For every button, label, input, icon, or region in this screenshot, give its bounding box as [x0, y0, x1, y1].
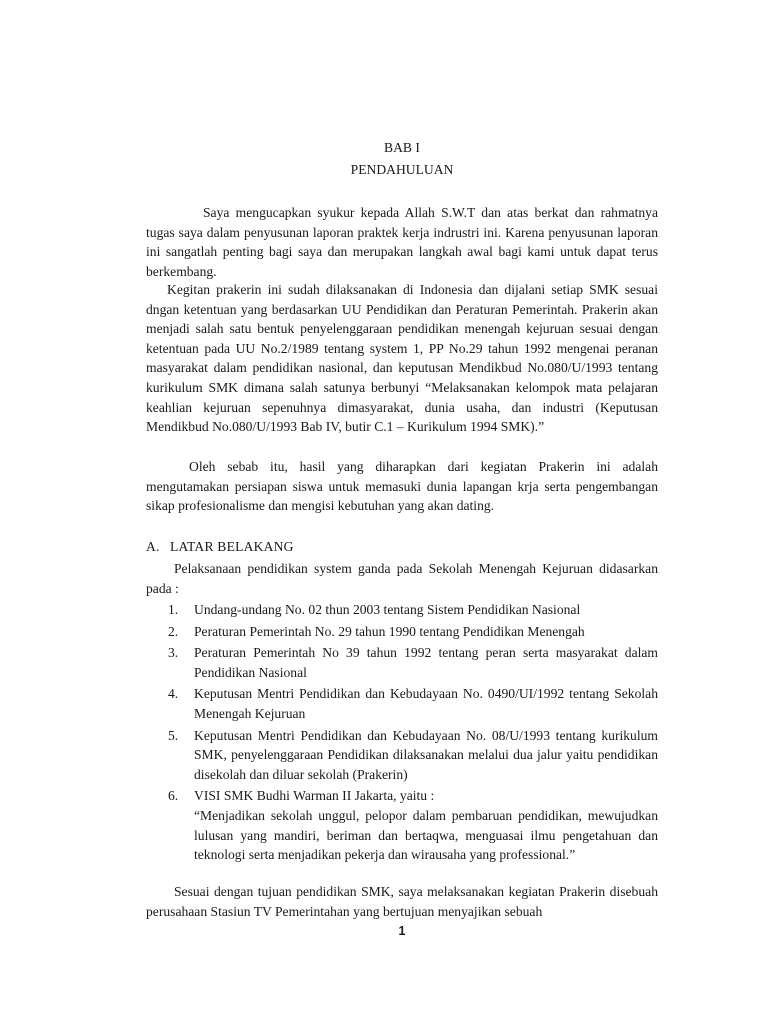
- section-heading: [146, 537, 294, 557]
- list-item: [146, 726, 658, 785]
- chapter-title: PENDAHULUAN: [350, 162, 454, 177]
- list-text: Keputusan Mentri Pendidikan dan Kebudayaan No. 08/U/1993 tentang kurikulum SMK, penyelenggaraan Pendidikan dilaksanakan melalui dua jalur yaitu pendidikan disekolah dan diluar sekolah (Prakerin): [194, 727, 658, 782]
- section-title: LATAR BELAKANG: [170, 539, 294, 554]
- list-number: 6.: [168, 788, 179, 804]
- list-item: [146, 786, 658, 864]
- chapter-number: BAB I: [384, 140, 420, 155]
- list-text: Keputusan Mentri Pendidikan dan Kebudayaan No. 0490/UI/1992 tentang Sekolah Menengah Kejuruan: [194, 686, 658, 721]
- list-item: [146, 600, 658, 620]
- intro-paragraph-1: Saya mengucapkan syukur kepada Allah S.W.T dan atas berkat dan rahmatnya tugas saya dalam penyusunan laporan praktek kerja indrustri ini. Karena penyusunan laporan ini sangatlah penting bagi saya dan merupakan langkah awal bagi kami untuk dapat terus berkembang.: [146, 205, 658, 279]
- list-number: 5.: [168, 727, 179, 743]
- section-intro-paragraph: Pelaksanaan pendidikan system ganda pada Sekolah Menengah Kejuruan didasarkan pada :: [146, 561, 658, 596]
- intro-paragraph-2: Kegitan prakerin ini sudah dilaksanakan di Indonesia dan dijalani setiap SMK sesuai dngan ketentuan yang berdasarkan UU Pendidikan dan Peraturan Pemerintah. Prakerin akan menjadi salah satu bentuk penyelenggaraan pendidikan menengah kejuruan sesuai dengan ketentuan pada UU No.2/1989 tentang system 1, PP No.29 tahun 1992 mengenai peranan masyarakat dalam pendidikan nasional, dan keputusan Mendikbud No.080/U/1993 tentang kurikulum SMK dimana salah satunya berbunyi “Melaksanakan kelompok mata pelajaran keahlian kejuruan sepenuhnya dimasyarakat, dunia usaha, dan industri (Keputusan Mendikbud No.080/U/1993 Bab IV, butir C.1 – Kurikulum 1994 SMK).”: [146, 282, 658, 435]
- list-number: 1.: [168, 602, 179, 617]
- list-number: 2.: [168, 623, 179, 639]
- list-item: [146, 684, 658, 723]
- list-text: Peraturan Pemerintah No 39 tahun 1992 tentang peran serta masyarakat dalam Pendidikan Nasional: [194, 645, 658, 680]
- list-number: 3.: [168, 645, 179, 661]
- list-item: [146, 622, 658, 642]
- page-number: 1: [398, 924, 406, 938]
- list-text: Peraturan Pemerintah No. 29 tahun 1990 tentang Pendidikan Menengah: [194, 623, 585, 639]
- list-text: VISI SMK Budhi Warman II Jakarta, yaitu :: [194, 788, 435, 804]
- vision-quote: “Menjadikan sekolah unggul, pelopor dalam pembaruan pendidikan, mewujudkan lulusan yang mandiri, beriman dan bertaqwa, menguasai ilmu pengetahuan dan teknologi serta menjadikan pekerja dan wirausaha yang professional.”: [194, 807, 658, 863]
- list-item: [146, 643, 658, 682]
- legal-basis-list: [146, 600, 658, 867]
- closing-paragraph: Sesuai dengan tujuan pendidikan SMK, saya melaksanakan kegiatan Prakerin disebuah perusahaan Stasiun TV Pemerintahan yang bertujuan menyajikan sebuah: [146, 884, 658, 919]
- list-number: 4.: [168, 686, 179, 702]
- intro-paragraph-3: Oleh sebab itu, hasil yang diharapkan dari kegiatan Prakerin ini adalah mengutamakan persiapan siswa untuk memasuki dunia lapangan krja serta pengembangan sikap profesionalisme dan mengisi kebutuhan yang akan dating.: [146, 459, 658, 514]
- list-text: Undang-undang No. 02 thun 2003 tentang Sistem Pendidikan Nasional: [194, 602, 581, 617]
- section-letter: A.: [146, 539, 160, 554]
